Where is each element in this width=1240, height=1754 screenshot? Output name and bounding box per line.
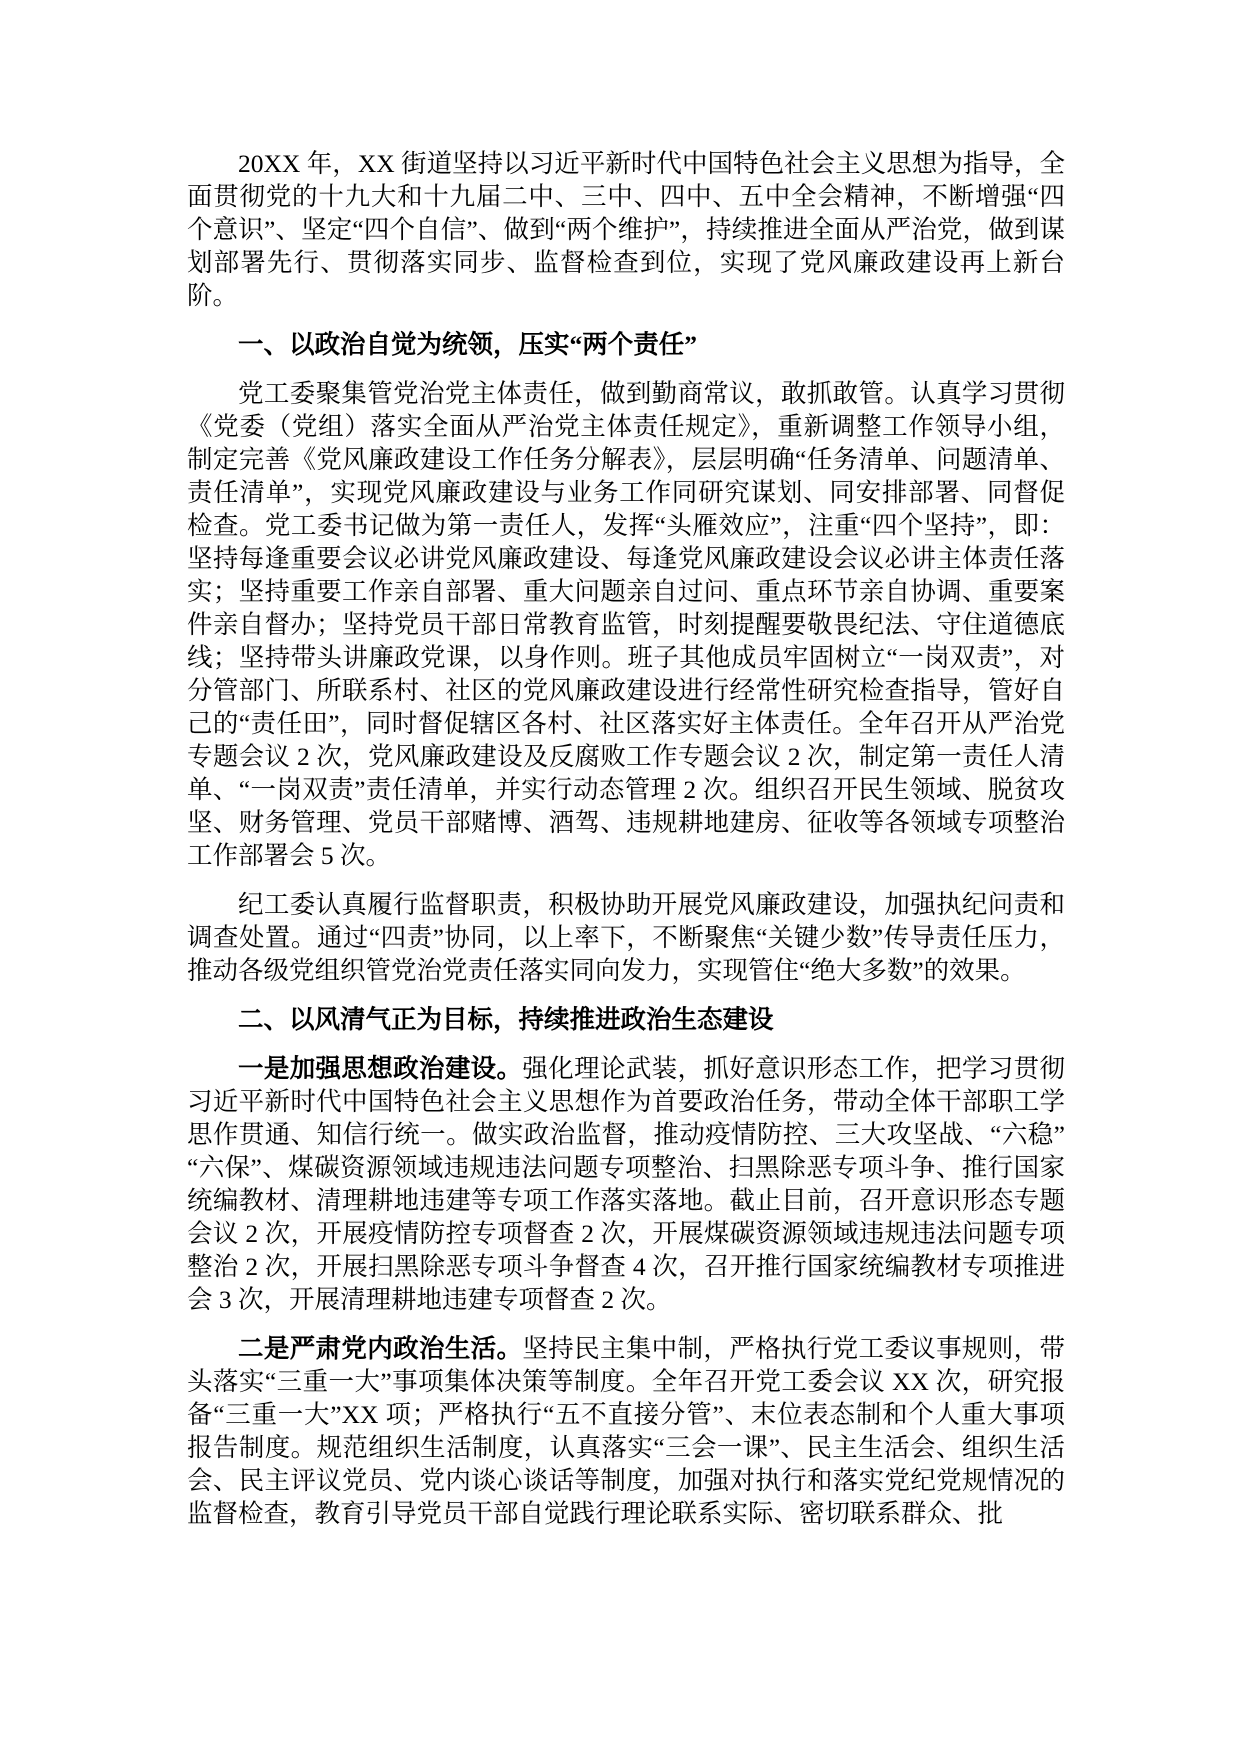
- paragraph: 二是严肃党内政治生活。坚持民主集中制，严格执行党工委议事规则，带头落实“三重一大”事项集体决策等制度。全年召开党工委会议 XX 次，研究报备“三重一大”XX 项；严格执行“五不直接分管”、末位表态制和个人重大事项报告制度。规范组织生活制度，认真落实“三会一课”、民主生活会、组织生活会、民主评议党员、党内谈心谈话等制度，加强对执行和落实党纪党规情况的监督检查，教育引导党员干部自觉践行理论联系实际、密切联系群众、批: [187, 1334, 1065, 1528]
- paragraph-lead-emphasis: 一是加强思想政治建设。: [238, 1054, 523, 1083]
- paragraph: 党工委聚集管党治党主体责任，做到勤商常议，敢抓敢管。认真学习贯彻《党委（党组）落实全面从严治党主体责任规定》，重新调整工作领导小组，制定完善《党风廉政建设工作任务分解表》，层层明确“任务清单、问题清单、责任清单”，实现党风廉政建设与业务工作同研究谋划、同安排部署、同督促检查。党工委书记做为第一责任人，发挥“头雁效应”，注重“四个坚持”，即：坚持每逢重要会议必讲党风廉政建设、每逢党风廉政建设会议必讲主体责任落实；坚持重要工作亲自部署、重大问题亲自过问、重点环节亲自协调、重要案件亲自督办；坚持党员干部日常教育监管，时刻提醒要敬畏纪法、守住道德底线；坚持带头讲廉政党课，以身作则。班子其他成员牢固树立“一岗双责”，对分管部门、所联系村、社区的党风廉政建设进行经常性研究检查指导，管好自己的“责任田”，同时督促辖区各村、社区落实好主体责任。全年召开从严治党专题会议 2 次，党风廉政建设及反腐败工作专题会议 2 次，制定第一责任人清单、“一岗双责”责任清单，并实行动态管理 2 次。组织召开民生领域、脱贫攻坚、财务管理、党员干部赌博、酒驾、违规耕地建房、征收等各领域专项整治工作部署会 5 次。: [187, 379, 1065, 870]
- section-heading: 一、以政治自觉为统领，压实“两个责任”: [238, 330, 698, 359]
- document-content: [187, 147, 1065, 1546]
- paragraph: 一是加强思想政治建设。强化理论武装，抓好意识形态工作，把学习贯彻习近平新时代中国特色社会主义思想作为首要政治任务，带动全体干部职工学思作贯通、知信行统一。做实政治监督，推动疫情防控、三大攻坚战、“六稳”“六保”、煤碳资源领域违规违法问题专项整治、扫黑除恶专项斗争、推行国家统编教材、清理耕地违建等专项工作落实落地。截止目前，召开意识形态专题会议 2 次，开展疫情防控专项督查 2 次，开展煤碳资源领域违规违法问题专项整治 2 次，开展扫黑除恶专项斗争督查 4 次，召开推行国家统编教材专项推进会 3 次，开展清理耕地违建专项督查 2 次。: [187, 1054, 1065, 1314]
- paragraph: 纪工委认真履行监督职责，积极协助开展党风廉政建设，加强执纪问责和调查处置。通过“四责”协同，以上率下，不断聚焦“关键少数”传导责任压力，推动各级党组织管党治党责任落实同向发力，实现管住“绝大多数”的效果。: [187, 890, 1065, 985]
- paragraph-lead-emphasis: 二是严肃党内政治生活。: [238, 1334, 523, 1363]
- paragraph: 20XX 年，XX 街道坚持以习近平新时代中国特色社会主义思想为指导，全面贯彻党的十九大和十九届二中、三中、四中、五中全会精神，不断增强“四个意识”、坚定“四个自信”、做到“两个维护”，持续推进全面从严治党，做到谋划部署先行、贯彻落实同步、监督检查到位，实现了党风廉政建设再上新台阶。: [187, 149, 1065, 310]
- section-heading: 二、以风清气正为目标，持续推进政治生态建设: [238, 1005, 774, 1034]
